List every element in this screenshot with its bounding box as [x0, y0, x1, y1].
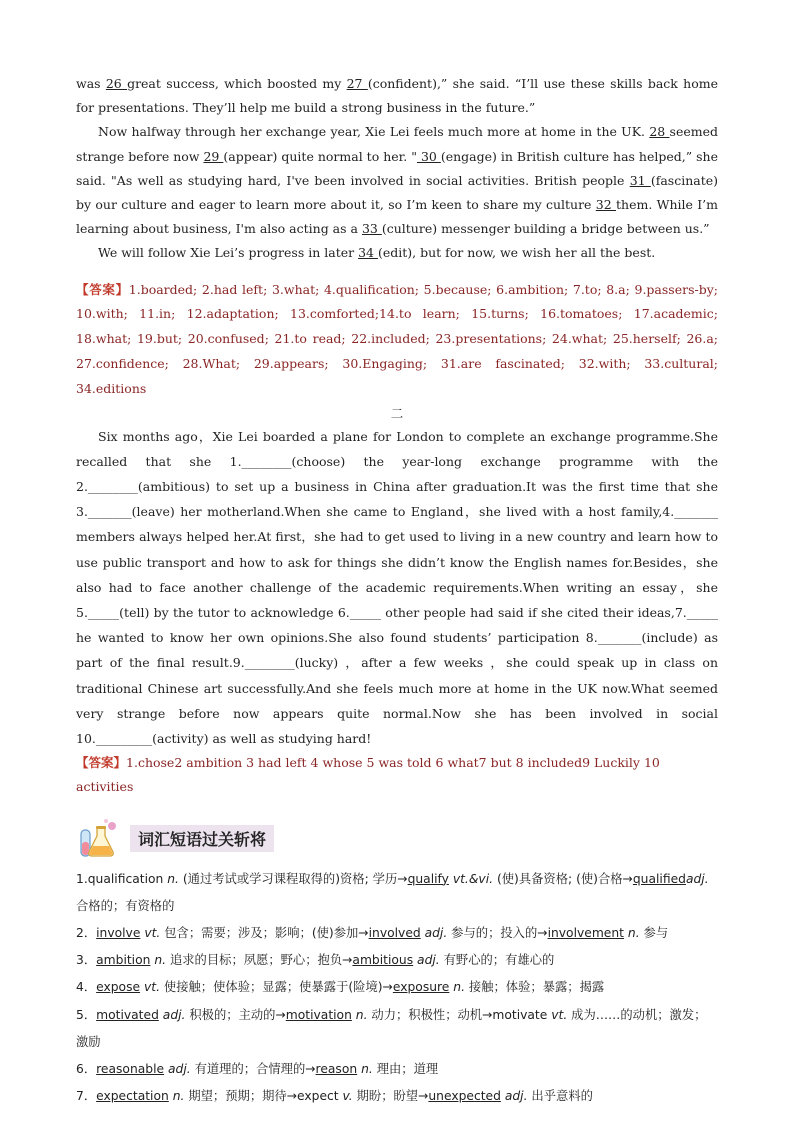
vocab-word: qualification: [87, 871, 164, 886]
definition: (通过考试或学习课程取得的)资格; 学历→: [178, 871, 408, 886]
part-of-speech: adj.: [685, 871, 709, 886]
definition: 合格的；有资格的: [76, 898, 175, 913]
vocab-number: 1.: [76, 871, 88, 886]
definition: 接触；体验；暴露；揭露: [465, 980, 605, 995]
definition: 有野心的；有雄心的: [439, 953, 555, 968]
vocab-number: 6．: [76, 1062, 97, 1077]
definition: 使接触；使体验；显露；使暴露于(险境)→: [160, 980, 393, 995]
vocab-word: involve: [96, 926, 141, 941]
blank-34: 34: [358, 245, 378, 261]
derived-word: involvement: [547, 926, 624, 941]
blank-26: 26: [105, 76, 128, 91]
text: (fascinate) by our culture and eager to learn more about it, so I’m keen to share my culture: [76, 172, 718, 213]
text: seemed strange before now: [76, 124, 718, 164]
blank-31: 31: [629, 172, 651, 188]
text: (culture) messenger building a bridge between us.”: [381, 221, 710, 237]
passage1-paragraph-1: [76, 72, 718, 120]
derived-word: exposure: [392, 980, 450, 995]
definition: 积极的；主动的→: [185, 1007, 286, 1022]
part-of-speech: n.: [351, 1007, 368, 1022]
part-of-speech: n.: [624, 926, 640, 941]
passage1-paragraph-3: [76, 241, 718, 265]
document-page: [76, 72, 718, 1110]
definition: 期盼；盼望→: [352, 1089, 429, 1104]
vocab-item: [76, 866, 718, 920]
vocab-item: [76, 920, 718, 947]
text: We will follow Xie Lei’s progress in later: [98, 245, 359, 261]
text: (edit), but for now, we wish her all the best.: [377, 245, 656, 261]
part-of-speech: vt.: [144, 926, 161, 941]
derived-word: involved: [368, 926, 421, 941]
part-of-speech: vt.: [143, 980, 160, 995]
passage2: Six months ago，Xie Lei boarded a plane for London to complete an exchange programme.She recalled that she 1.________(choose) the year-long exchange programme with the 2.________(ambitious) to set up a business in China after graduation.It was the first time that she 3._______(leave) her motherland.When she came to England，she lived with a host family,4._______ members always helped her.At first，she had to get used to living in a new country and learn how to use public transport and how to ask for things she didn’t know the English names for.Besides，she also had to face another challenge of the academic requirements.When writing an essay，she 5._____(tell) by the tutor to acknowledge 6._____ other people had said if she cited their ideas,7._____ he wanted to know her own opinions.She also found students’ participation 8._______(include) as part of the final result.9.________(lucky) ，after a few weeks ，she could speak up in class on traditional Chinese art successfully.And she feels much more at home in the UK now.What seemed very strange before now appears quite normal.Now she has been involved in social 10._________(activity) as well as studying hard!: [76, 428, 718, 747]
derived-word: reason: [315, 1062, 358, 1077]
text: them. While I’m learning about business, I'm also acting as a: [76, 197, 718, 237]
answer-key-1: [76, 278, 718, 402]
vocab-word: motivated: [96, 1007, 159, 1022]
part-of-speech: n.: [357, 1062, 373, 1077]
answer-text: 1.boarded; 2.had left; 3.what; 4.qualification; 5.because; 6.ambition; 7.to; 8.a; 9.passers-by; 10.with; 11.in; 12.adaptation; 13.comforted;14.to learn; 15.turns; 16.tomatoes; 17.academic; 18.what; 19.but; 20.confused; 21.to read; 22.included; 23.presentations; 24.what; 25.herself; 26.a; 27.confidence; 28.What; 29.appears; 30.Engaging; 31.are fascinated; 32.with; 33.cultural; 34.editions: [76, 281, 718, 396]
vocab-item: [76, 974, 718, 1001]
definition: 有道理的；合情理的→: [190, 1062, 316, 1077]
derived-word: qualify: [407, 871, 449, 886]
vocab-word: reasonable: [96, 1062, 165, 1077]
definition: (使)具备资格; (使)合格→: [493, 871, 633, 886]
vocab-item: [76, 1002, 718, 1056]
part-of-speech: adj.: [167, 1062, 191, 1077]
text: great success, which boosted my: [127, 76, 347, 91]
part-of-speech: n.: [167, 871, 179, 886]
part-of-speech: n.: [172, 1089, 185, 1104]
definition: 追求的目标；夙愿；野心；抱负→: [166, 953, 353, 968]
passage1-paragraph-2: [76, 120, 718, 241]
blank-30: 30: [416, 148, 441, 164]
definition: 包含；需要；涉及；影响；(使)参加→: [160, 926, 369, 941]
vocab-number: 5．: [76, 1007, 97, 1022]
definition: 理由；道理: [372, 1062, 439, 1077]
part-of-speech: vt.&vi.: [448, 871, 494, 886]
part-of-speech: adj.: [413, 953, 440, 968]
blank-28: 28: [649, 124, 670, 140]
part-of-speech: n.: [154, 953, 167, 968]
derived-word: unexpected: [428, 1089, 501, 1104]
answer-key-2: [76, 751, 718, 799]
flask-icon: [76, 818, 120, 860]
text: was: [76, 76, 106, 91]
derived-word: motivation: [285, 1007, 352, 1022]
definition: 参与的；投入的→: [447, 926, 548, 941]
part-of-speech: vt.: [547, 1007, 568, 1022]
text: (confident),” she said. “I’ll use these skills back home for presentations. They’ll help me build a strong business in the future.”: [76, 76, 718, 116]
vocab-number: 2．: [76, 926, 97, 941]
definition: 参与: [639, 926, 669, 941]
definition: 期望；预期；期待→expect: [184, 1089, 339, 1104]
text: (appear) quite normal to her. ": [223, 148, 417, 164]
vocab-item: [76, 947, 718, 974]
part-of-speech: adj.: [420, 926, 448, 941]
part-of-speech: adj.: [162, 1007, 186, 1022]
part-of-speech: n.: [449, 980, 465, 995]
answer-text: 1.chose2 ambition 3 had left 4 whose 5 was told 6 what7 but 8 included9 Luckily 10 activities: [76, 755, 660, 795]
vocab-number: 4．: [76, 980, 97, 995]
blank-32: 32: [595, 197, 617, 213]
blank-33: 33: [361, 221, 382, 237]
vocab-list: [76, 866, 718, 1111]
part-of-speech: adj.: [500, 1089, 528, 1104]
vocab-word: expectation: [96, 1089, 169, 1104]
vocab-item: [76, 1056, 718, 1083]
answer-tag: 【答案】: [76, 755, 127, 771]
text: Now halfway through her exchange year, Xie Lei feels much more at home in the UK.: [98, 124, 650, 140]
vocab-section-title: 词汇短语过关斩将: [130, 825, 274, 852]
vocab-word: ambition: [96, 953, 151, 968]
vocab-number: 3．: [76, 953, 97, 968]
vocab-number: 7．: [76, 1089, 97, 1104]
text: (engage) in British culture has helped,” she said. "As well as studying hard, I've been involved in social activities. British people: [76, 148, 718, 188]
definition: 成为……的动机；激发；激励: [76, 1007, 707, 1049]
vocab-word: expose: [96, 980, 141, 995]
blank-27: 27: [346, 76, 368, 91]
vocab-item: [76, 1083, 718, 1110]
vocab-section-header: [76, 818, 718, 860]
blank-29: 29: [203, 148, 224, 164]
derived-word: ambitious: [352, 953, 414, 968]
definition: 出乎意料的: [527, 1089, 593, 1104]
part-of-speech: v.: [338, 1089, 353, 1104]
definition: 动力；积极性；动机→motivate: [367, 1007, 548, 1022]
derived-word: qualified: [632, 871, 686, 886]
section-number: 二: [390, 405, 404, 421]
answer-tag: 【答案】: [76, 281, 129, 297]
